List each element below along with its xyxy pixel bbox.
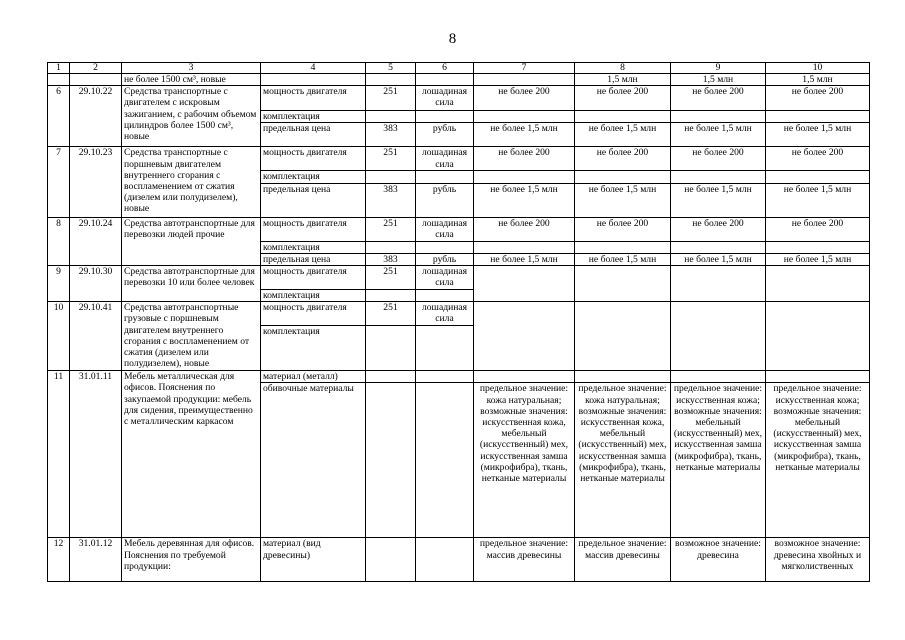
cell-okei-code: 251 <box>366 217 416 241</box>
cell-value: не более 200 <box>671 147 766 171</box>
cell-value: не более 200 <box>766 217 870 241</box>
cell-value: предельное значение: искусственная кожа; возможные значения: мебельный (искусственный) мех, искусственная замша (микрофибра), ткань, нетканые материалы <box>766 383 870 538</box>
cell-value: не более 200 <box>671 217 766 241</box>
cell-code: 29.10.30 <box>70 266 122 302</box>
cell-value: не более 200 <box>671 86 766 111</box>
cell-value: не более 1,5 млн <box>766 183 870 217</box>
cell-value: не более 1,5 млн <box>575 123 671 147</box>
characteristics-table <box>47 62 870 582</box>
cell-code: 29.10.24 <box>70 217 122 265</box>
cell-unit: лошадиная сила <box>416 86 474 111</box>
cell-value: предельное значение: массив древесины <box>575 538 671 582</box>
cell-name: Средства автотранспортные для перевозки 10 или более человек <box>122 266 261 302</box>
cell-name: Средства транспортные с двигателем с искровым зажиганием, с рабочим объемом цилиндров более 1500 см³, новые <box>122 86 261 147</box>
cell-value: не более 200 <box>474 147 575 171</box>
cell-name: не более 1500 см³, новые <box>122 74 261 86</box>
cell-unit: лошадиная сила <box>416 147 474 171</box>
cell-okei-code: 383 <box>366 183 416 217</box>
column-number: 9 <box>671 63 766 74</box>
cell-name: Мебель деревянная для офисов. Пояснения по требуемой продукции: <box>122 538 261 582</box>
table-row <box>48 74 870 86</box>
cell-characteristic: мощность двигателя <box>261 302 366 326</box>
table-row <box>48 538 870 582</box>
table-row <box>48 302 870 326</box>
cell-value: не более 200 <box>474 86 575 111</box>
cell-characteristic: предельная цена <box>261 253 366 265</box>
cell-value: 1,5 млн <box>766 74 870 86</box>
cell-characteristic: мощность двигателя <box>261 217 366 241</box>
column-number: 10 <box>766 63 870 74</box>
cell-okei-code: 251 <box>366 266 416 290</box>
cell-characteristic: комплектация <box>261 171 366 183</box>
cell-value: не более 1,5 млн <box>575 253 671 265</box>
cell-value: не более 1,5 млн <box>575 183 671 217</box>
cell-characteristic: предельная цена <box>261 183 366 217</box>
table-row <box>48 371 870 383</box>
cell-value: не более 200 <box>575 147 671 171</box>
cell-unit: рубль <box>416 183 474 217</box>
cell-value: не более 200 <box>575 86 671 111</box>
cell-name: Средства автотранспортные для перевозки людей прочие <box>122 217 261 265</box>
cell-value: предельное значение: кожа натуральная; возможные значения: искусственная кожа, мебельный (искусственный) мех, искусственная замша (микрофибра), ткань, нетканые материалы <box>474 383 575 538</box>
column-number: 5 <box>366 63 416 74</box>
cell-value: предельное значение: массив древесины <box>474 538 575 582</box>
column-number: 2 <box>70 63 122 74</box>
table-header-row <box>48 63 870 74</box>
cell-name: Средства автотранспортные грузовые с поршневым двигателем внутреннего сгорания с воспламенением от сжатия (дизелем или полудизелем), новые <box>122 302 261 371</box>
cell-unit: рубль <box>416 253 474 265</box>
table-row <box>48 86 870 111</box>
table-row <box>48 266 870 290</box>
cell-unit: рубль <box>416 123 474 147</box>
column-number: 6 <box>416 63 474 74</box>
cell-okei-code: 251 <box>366 302 416 326</box>
cell-characteristic: материал (вид древесины) <box>261 538 366 582</box>
cell-value: не более 1,5 млн <box>474 123 575 147</box>
column-number: 8 <box>575 63 671 74</box>
cell-value: 1,5 млн <box>671 74 766 86</box>
cell-characteristic: мощность двигателя <box>261 147 366 171</box>
cell-value: не более 1,5 млн <box>474 183 575 217</box>
cell-number: 7 <box>48 147 70 217</box>
table-row <box>48 147 870 171</box>
cell-unit: лошадиная сила <box>416 217 474 241</box>
cell-characteristic: комплектация <box>261 326 366 371</box>
cell-okei-code: 251 <box>366 147 416 171</box>
cell-value: предельное значение: кожа натуральная; возможные значения: искусственная кожа, мебельный (искусственный) мех, искусственная замша (микрофибра), ткань, нетканые материалы <box>575 383 671 538</box>
cell-value: не более 200 <box>474 217 575 241</box>
cell-value: возможное значение: древесина <box>671 538 766 582</box>
cell-value: не более 1,5 млн <box>671 183 766 217</box>
cell-okei-code: 383 <box>366 253 416 265</box>
cell-code: 29.10.22 <box>70 86 122 147</box>
cell-code: 31.01.12 <box>70 538 122 582</box>
cell-name: Мебель металлическая для офисов. Пояснения по закупаемой продукции: мебель для сидения, преимущественно с металлическим каркасом <box>122 371 261 538</box>
page-number: 8 <box>448 31 457 47</box>
cell-number: 10 <box>48 302 70 371</box>
cell-unit: лошадиная сила <box>416 302 474 326</box>
cell-value: не более 200 <box>575 217 671 241</box>
column-number: 3 <box>122 63 261 74</box>
cell-number: 6 <box>48 86 70 147</box>
cell-name: Средства транспортные с поршневым двигателем внутреннего сгорания с воспламенением от сжатия (дизелем или полудизелем), новые <box>122 147 261 217</box>
column-number: 7 <box>474 63 575 74</box>
cell-number: 8 <box>48 217 70 265</box>
cell-value: не более 200 <box>766 86 870 111</box>
cell-code: 31.01.11 <box>70 371 122 538</box>
column-number: 1 <box>48 63 70 74</box>
cell-number: 9 <box>48 266 70 302</box>
cell-value: предельное значение: искусственная кожа; возможные значения: мебельный (искусственный) мех, искусственная замша (микрофибра), ткань, нетканые материалы <box>671 383 766 538</box>
cell-characteristic: мощность двигателя <box>261 86 366 111</box>
column-number: 4 <box>261 63 366 74</box>
cell-value: не более 1,5 млн <box>474 253 575 265</box>
cell-okei-code: 383 <box>366 123 416 147</box>
cell-characteristic: комплектация <box>261 241 366 253</box>
cell-characteristic: предельная цена <box>261 123 366 147</box>
cell-characteristic: комплектация <box>261 290 366 302</box>
cell-value: не более 1,5 млн <box>671 253 766 265</box>
cell-characteristic: мощность двигателя <box>261 266 366 290</box>
cell-number: 12 <box>48 538 70 582</box>
cell-number: 11 <box>48 371 70 538</box>
cell-characteristic: комплектация <box>261 111 366 123</box>
cell-value: не более 1,5 млн <box>766 123 870 147</box>
cell-characteristic: материал (металл) <box>261 371 366 383</box>
cell-value: не более 1,5 млн <box>766 253 870 265</box>
table-row <box>48 217 870 241</box>
cell-value: не более 200 <box>766 147 870 171</box>
cell-value: возможное значение: древесина хвойных и мягколиственных <box>766 538 870 582</box>
cell-characteristic: обивочные материалы <box>261 383 366 538</box>
cell-okei-code: 251 <box>366 86 416 111</box>
cell-code: 29.10.23 <box>70 147 122 217</box>
cell-value: не более 1,5 млн <box>671 123 766 147</box>
cell-code: 29.10.41 <box>70 302 122 371</box>
cell-value: 1,5 млн <box>575 74 671 86</box>
cell-unit: лошадиная сила <box>416 266 474 290</box>
